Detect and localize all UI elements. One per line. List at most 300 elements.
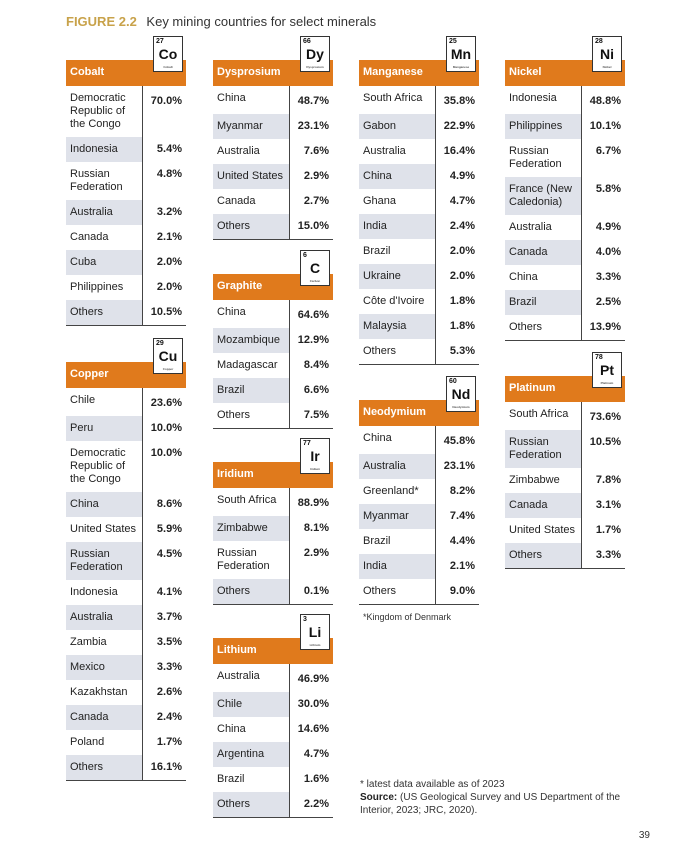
country-cell: Zambia: [70, 636, 107, 648]
share-cell: 3.3%: [581, 543, 625, 568]
mineral-header: [213, 38, 333, 86]
element-tile: [300, 36, 330, 72]
share-cell: 16.1%: [142, 755, 186, 780]
element-symbol: Mn: [450, 46, 472, 62]
country-cell: Ghana: [363, 195, 397, 207]
country-cell: Russian Federation: [70, 548, 123, 573]
share-cell: 4.9%: [581, 215, 625, 240]
country-cell: Russian Federation: [217, 547, 270, 572]
element-symbol: Ni: [600, 46, 614, 62]
country-cell: Democratic Republic of the Congo: [70, 447, 126, 485]
share-cell: 2.4%: [435, 214, 479, 239]
country-cell: Zimbabwe: [217, 522, 268, 534]
share-cell: 5.8%: [581, 177, 625, 215]
mineral-header: [213, 616, 333, 664]
table-row: [505, 139, 625, 177]
element-number: 25: [449, 38, 457, 45]
element-name: Cobalt: [163, 65, 173, 69]
country-cell: Canada: [509, 246, 548, 258]
share-cell: 4.0%: [581, 240, 625, 265]
share-cell: 48.8%: [581, 86, 625, 114]
share-cell: 2.9%: [289, 541, 333, 579]
element-tile: [300, 614, 330, 650]
element-tile: [592, 352, 622, 388]
share-cell: 1.8%: [435, 289, 479, 314]
country-cell: Russian Federation: [70, 168, 123, 193]
mineral-name: Copper: [70, 368, 109, 380]
country-cell: Australia: [70, 206, 113, 218]
country-cell: Others: [363, 585, 397, 597]
mineral-card-dysprosium: [213, 38, 333, 240]
share-cell: 8.2%: [435, 479, 479, 504]
table-row: [213, 214, 333, 240]
share-cell: 14.6%: [289, 717, 333, 742]
share-cell: 3.7%: [142, 605, 186, 630]
element-number: 78: [595, 354, 603, 361]
table-row: [359, 426, 479, 454]
element-name: Manganese: [452, 65, 470, 69]
country-cell: Brazil: [363, 535, 391, 547]
table-row: [505, 177, 625, 215]
element-tile: [300, 438, 330, 474]
mineral-card-nickel: [505, 38, 625, 341]
table-row: [66, 86, 186, 137]
footnote-greenland: *Kingdom of Denmark: [363, 612, 452, 622]
mineral-name: Manganese: [363, 66, 423, 78]
element-number: 27: [156, 38, 164, 45]
table-row: [213, 767, 333, 792]
table-row: [66, 200, 186, 225]
table-row: [505, 215, 625, 240]
country-cell: Brazil: [217, 773, 245, 785]
table-row: [505, 468, 625, 493]
share-cell: 6.7%: [581, 139, 625, 177]
share-cell: 4.5%: [142, 542, 186, 580]
table-row: [66, 416, 186, 441]
country-cell: Australia: [509, 221, 552, 233]
mineral-header: [213, 440, 333, 488]
share-cell: 3.5%: [142, 630, 186, 655]
mineral-name: Cobalt: [70, 66, 105, 78]
share-cell: 1.8%: [435, 314, 479, 339]
table-row: [359, 239, 479, 264]
country-cell: France (New Caledonia): [509, 183, 572, 208]
element-symbol: Dy: [306, 46, 324, 62]
table-row: [66, 755, 186, 781]
country-cell: Others: [217, 798, 251, 810]
country-cell: Australia: [70, 611, 113, 623]
country-cell: Australia: [363, 145, 406, 157]
country-cell: Others: [70, 306, 104, 318]
share-cell: 2.2%: [289, 792, 333, 817]
table-row: [213, 353, 333, 378]
element-tile: [153, 338, 183, 374]
share-cell: 23.6%: [142, 388, 186, 416]
share-cell: 45.8%: [435, 426, 479, 454]
share-cell: 10.1%: [581, 114, 625, 139]
mineral-card-manganese: [359, 38, 479, 365]
share-cell: 3.2%: [142, 200, 186, 225]
share-cell: 4.7%: [289, 742, 333, 767]
table-row: [213, 114, 333, 139]
table-row: [359, 554, 479, 579]
country-cell: Malaysia: [363, 320, 407, 332]
element-number: 3: [303, 616, 307, 623]
table-row: [66, 605, 186, 630]
table-row: [359, 264, 479, 289]
mineral-header: [505, 38, 625, 86]
country-cell: United States: [70, 523, 137, 535]
share-cell: 2.0%: [435, 239, 479, 264]
table-row: [66, 250, 186, 275]
country-cell: Democratic Republic of the Congo: [70, 92, 126, 130]
element-symbol: Ir: [310, 448, 320, 464]
table-row: [66, 580, 186, 605]
share-cell: 2.9%: [289, 164, 333, 189]
share-cell: 48.7%: [289, 86, 333, 114]
element-symbol: Cu: [158, 348, 178, 364]
country-cell: Canada: [509, 499, 548, 511]
element-name: Neodymium: [452, 405, 470, 409]
table-row: [66, 655, 186, 680]
share-cell: 2.5%: [581, 290, 625, 315]
share-cell: 6.6%: [289, 378, 333, 403]
table-row: [213, 579, 333, 605]
country-cell: Chile: [217, 698, 243, 710]
table-row: [359, 114, 479, 139]
share-cell: 10.0%: [142, 441, 186, 492]
share-cell: 4.7%: [435, 189, 479, 214]
table-row: [505, 290, 625, 315]
country-cell: Others: [70, 761, 104, 773]
share-cell: 4.9%: [435, 164, 479, 189]
country-cell: Gabon: [363, 120, 397, 132]
table-row: [505, 493, 625, 518]
mineral-name: Nickel: [509, 66, 542, 78]
element-number: 66: [303, 38, 311, 45]
table-row: [505, 430, 625, 468]
source-text: (US Geological Survey and US Department of the Interior, 2023; JRC, 2020).: [360, 792, 621, 816]
share-cell: 64.6%: [289, 300, 333, 328]
country-cell: Others: [217, 220, 251, 232]
country-cell: South Africa: [509, 408, 569, 420]
share-cell: 10.5%: [581, 430, 625, 468]
table-row: [359, 479, 479, 504]
country-cell: Kazakhstan: [70, 686, 128, 698]
share-cell: 7.5%: [289, 403, 333, 428]
table-row: [66, 542, 186, 580]
country-cell: Brazil: [363, 245, 391, 257]
share-cell: 4.8%: [142, 162, 186, 200]
table-row: [505, 543, 625, 569]
share-cell: 73.6%: [581, 402, 625, 430]
country-cell: Peru: [70, 422, 94, 434]
country-cell: China: [217, 306, 246, 318]
country-cell: Russian Federation: [509, 145, 562, 170]
share-cell: 5.3%: [435, 339, 479, 364]
element-number: 28: [595, 38, 603, 45]
share-cell: 88.9%: [289, 488, 333, 516]
table-row: [213, 692, 333, 717]
share-cell: 8.6%: [142, 492, 186, 517]
share-cell: 2.4%: [142, 705, 186, 730]
share-cell: 3.3%: [581, 265, 625, 290]
table-row: [213, 139, 333, 164]
table-row: [213, 189, 333, 214]
element-symbol: Li: [308, 624, 322, 640]
share-cell: 7.6%: [289, 139, 333, 164]
source-note: [360, 778, 630, 817]
share-cell: 2.0%: [142, 275, 186, 300]
element-tile: [592, 36, 622, 72]
share-cell: 12.9%: [289, 328, 333, 353]
share-cell: 10.5%: [142, 300, 186, 325]
mineral-name: Dysprosium: [217, 66, 281, 78]
country-cell: Others: [217, 409, 251, 421]
share-cell: 2.0%: [435, 264, 479, 289]
country-cell: Brazil: [217, 384, 245, 396]
country-cell: Others: [509, 321, 543, 333]
table-row: [213, 378, 333, 403]
share-cell: 46.9%: [289, 664, 333, 692]
share-cell: 2.0%: [142, 250, 186, 275]
mineral-name: Neodymium: [363, 406, 426, 418]
table-row: [213, 742, 333, 767]
share-cell: 13.9%: [581, 315, 625, 340]
country-cell: Canada: [70, 231, 109, 243]
table-row: [66, 517, 186, 542]
table-row: [213, 792, 333, 818]
table-row: [66, 705, 186, 730]
share-cell: 8.1%: [289, 516, 333, 541]
table-row: [359, 86, 479, 114]
mineral-card-platinum: [505, 354, 625, 569]
share-cell: 2.6%: [142, 680, 186, 705]
table-row: [359, 214, 479, 239]
table-row: [359, 139, 479, 164]
country-cell: United States: [217, 170, 284, 182]
country-cell: China: [363, 170, 392, 182]
table-row: [66, 162, 186, 200]
table-row: [359, 339, 479, 365]
latest-data-note: * latest data available as of 2023: [360, 779, 505, 790]
country-cell: Cuba: [70, 256, 97, 268]
country-cell: Australia: [363, 460, 406, 472]
element-number: 6: [303, 252, 307, 259]
table-row: [213, 541, 333, 579]
country-cell: United States: [509, 524, 576, 536]
country-cell: Philippines: [509, 120, 563, 132]
share-cell: 5.9%: [142, 517, 186, 542]
share-cell: 16.4%: [435, 139, 479, 164]
source-label: Source:: [360, 792, 398, 803]
country-cell: Indonesia: [70, 143, 118, 155]
country-cell: Others: [509, 549, 543, 561]
table-row: [213, 516, 333, 541]
country-cell: Ukraine: [363, 270, 401, 282]
table-row: [213, 664, 333, 692]
share-cell: 0.1%: [289, 579, 333, 604]
element-name: Iridium: [309, 467, 320, 471]
table-row: [359, 289, 479, 314]
mineral-card-copper: [66, 340, 186, 781]
share-cell: 2.7%: [289, 189, 333, 214]
table-row: [66, 300, 186, 326]
element-tile: [446, 376, 476, 412]
country-cell: Indonesia: [509, 92, 557, 104]
country-cell: Argentina: [217, 748, 265, 760]
table-row: [66, 137, 186, 162]
share-cell: 7.4%: [435, 504, 479, 529]
element-name: Copper: [162, 367, 174, 371]
country-cell: China: [363, 432, 392, 444]
country-cell: China: [509, 271, 538, 283]
table-row: [359, 164, 479, 189]
table-row: [505, 315, 625, 341]
mineral-header: [359, 38, 479, 86]
country-cell: Others: [217, 585, 251, 597]
table-row: [505, 265, 625, 290]
table-row: [505, 114, 625, 139]
share-cell: 15.0%: [289, 214, 333, 239]
table-row: [66, 680, 186, 705]
country-cell: Poland: [70, 736, 105, 748]
element-number: 29: [156, 340, 164, 347]
element-name: Platinum: [600, 381, 614, 385]
mineral-name: Iridium: [217, 468, 254, 480]
country-cell: China: [70, 498, 99, 510]
element-symbol: C: [309, 260, 321, 276]
country-cell: Mozambique: [217, 334, 280, 346]
share-cell: 10.0%: [142, 416, 186, 441]
table-row: [505, 86, 625, 114]
table-row: [66, 492, 186, 517]
country-cell: Myanmar: [363, 510, 409, 522]
source-line: [360, 791, 630, 817]
share-cell: 1.6%: [289, 767, 333, 792]
element-symbol: Nd: [451, 386, 471, 402]
element-name: Nickel: [602, 65, 612, 69]
share-cell: 35.8%: [435, 86, 479, 114]
country-cell: Myanmar: [217, 120, 263, 132]
table-row: [213, 717, 333, 742]
country-cell: Zimbabwe: [509, 474, 560, 486]
country-cell: Greenland*: [363, 485, 419, 497]
mineral-card-graphite: [213, 252, 333, 429]
table-row: [359, 454, 479, 479]
element-name: Dysprosium: [306, 65, 324, 69]
country-cell: Canada: [217, 195, 256, 207]
share-cell: 4.1%: [142, 580, 186, 605]
mineral-header: [359, 378, 479, 426]
element-number: 60: [449, 378, 457, 385]
share-cell: 23.1%: [289, 114, 333, 139]
mineral-card-iridium: [213, 440, 333, 605]
share-cell: 22.9%: [435, 114, 479, 139]
mineral-header: [505, 354, 625, 402]
figure-label: FIGURE 2.2: [66, 14, 137, 29]
share-cell: 8.4%: [289, 353, 333, 378]
share-cell: 30.0%: [289, 692, 333, 717]
page-number: 39: [638, 830, 650, 841]
table-row: [213, 164, 333, 189]
table-row: [505, 518, 625, 543]
element-name: Carbon: [309, 279, 321, 283]
mineral-header: [66, 340, 186, 388]
element-symbol: Pt: [600, 362, 614, 378]
share-cell: 7.8%: [581, 468, 625, 493]
share-cell: 5.4%: [142, 137, 186, 162]
share-cell: 1.7%: [142, 730, 186, 755]
table-row: [66, 730, 186, 755]
share-cell: 4.4%: [435, 529, 479, 554]
table-row: [66, 630, 186, 655]
table-row: [66, 275, 186, 300]
country-cell: India: [363, 560, 387, 572]
country-cell: Philippines: [70, 281, 124, 293]
mineral-header: [213, 252, 333, 300]
country-cell: Madagascar: [217, 359, 278, 371]
table-row: [213, 488, 333, 516]
table-row: [66, 388, 186, 416]
mineral-name: Graphite: [217, 280, 263, 292]
mineral-card-neodymium: [359, 378, 479, 605]
table-row: [359, 314, 479, 339]
share-cell: 2.1%: [435, 554, 479, 579]
element-name: Lithium: [309, 643, 321, 647]
element-tile: [300, 250, 330, 286]
country-cell: Australia: [217, 670, 260, 682]
country-cell: China: [217, 92, 246, 104]
table-row: [213, 328, 333, 353]
country-cell: Australia: [217, 145, 260, 157]
country-cell: South Africa: [363, 92, 423, 104]
element-tile: [153, 36, 183, 72]
table-row: [213, 403, 333, 429]
share-cell: 1.7%: [581, 518, 625, 543]
mineral-header: [66, 38, 186, 86]
element-number: 77: [303, 440, 311, 447]
share-cell: 23.1%: [435, 454, 479, 479]
country-cell: Côte d'Ivoire: [363, 295, 425, 307]
share-cell: 3.3%: [142, 655, 186, 680]
country-cell: Others: [363, 345, 397, 357]
share-cell: 3.1%: [581, 493, 625, 518]
mineral-name: Platinum: [509, 382, 556, 394]
country-cell: Indonesia: [70, 586, 118, 598]
share-cell: 9.0%: [435, 579, 479, 604]
table-row: [213, 300, 333, 328]
table-row: [505, 402, 625, 430]
table-row: [66, 225, 186, 250]
table-row: [359, 529, 479, 554]
mineral-card-lithium: [213, 616, 333, 818]
table-row: [505, 240, 625, 265]
country-cell: China: [217, 723, 246, 735]
country-cell: Canada: [70, 711, 109, 723]
table-row: [66, 441, 186, 492]
figure-title: [66, 14, 376, 29]
share-cell: 70.0%: [142, 86, 186, 137]
country-cell: Brazil: [509, 296, 537, 308]
table-row: [213, 86, 333, 114]
table-row: [359, 504, 479, 529]
country-cell: Chile: [70, 394, 96, 406]
country-cell: Mexico: [70, 661, 105, 673]
share-cell: 2.1%: [142, 225, 186, 250]
country-cell: South Africa: [217, 494, 277, 506]
element-symbol: Co: [158, 46, 178, 62]
